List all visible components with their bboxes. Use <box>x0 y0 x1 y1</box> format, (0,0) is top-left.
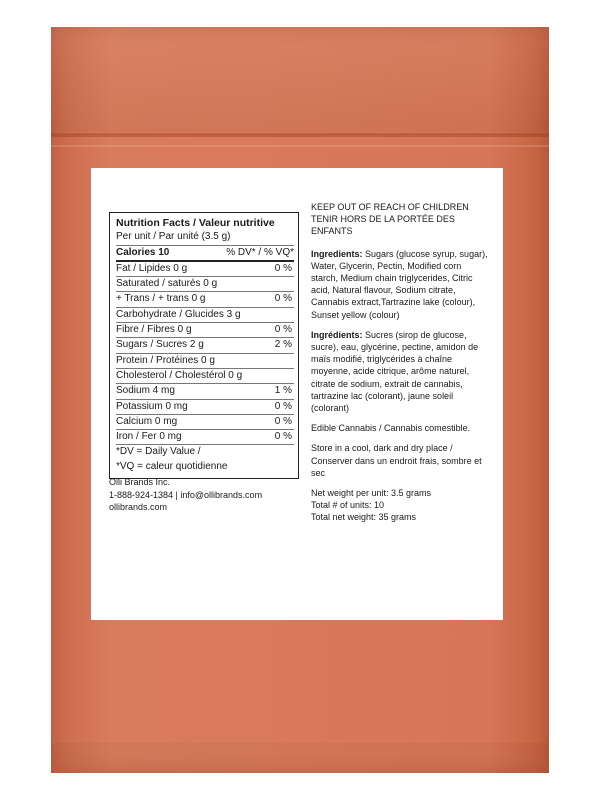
nutrient-row-fat: Fat / Lipides 0 g 0 % <box>116 260 294 276</box>
nutrient-row-fibre: Fibre / Fibres 0 g 0 % <box>116 322 294 337</box>
nutrient-row-sugars: Sugars / Sucres 2 g 2 % <box>116 337 294 352</box>
nutrient-row-potassium: Potassium 0 mg 0 % <box>116 399 294 414</box>
nutrient-row-iron: Iron / Fer 0 mg 0 % <box>116 429 294 444</box>
company-website: ollibrands.com <box>109 502 168 512</box>
dv-header: % DV* / % VQ* <box>226 246 294 258</box>
nutrient-row-calcium: Calcium 0 mg 0 % <box>116 414 294 429</box>
edible-cannabis-statement: Edible Cannabis / Cannabis comestible. <box>311 423 471 434</box>
ingredients-fr-label: Ingrédients: <box>311 329 363 340</box>
pouch-zipper <box>51 133 549 137</box>
nutrient-row-sodium: Sodium 4 mg 1 % <box>116 383 294 398</box>
nutrient-row-saturated: Saturated / saturés 0 g <box>116 276 294 291</box>
ingredients-en <box>311 248 489 321</box>
nutrition-title: Nutrition Facts / Valeur nutritive <box>116 217 275 229</box>
nutrient-row-carbohydrate: Carbohydrate / Glucides 3 g <box>116 307 294 322</box>
weight-info <box>311 487 489 524</box>
company-info <box>109 476 262 514</box>
ingredients-en-label: Ingredients: <box>311 248 363 259</box>
ingredients-en-text: Sugars (glucose syrup, sugar), Water, Glycerin, Pectin, Modified corn starch, Medium chain triglycerides, Citric acid, Natural flavour, Sodium citrate, Cannabis extract,Tartrazine lake (colour), Sunset yellow (colour) <box>311 248 488 320</box>
nutrient-row-protein: Protein / Protéines 0 g <box>116 353 294 368</box>
pouch-bottom-seal <box>51 743 549 773</box>
nutrient-row-trans: + Trans / + trans 0 g 0 % <box>116 291 294 306</box>
nutrition-footnote: *DV = Daily Value / *VQ = caleur quotidienne <box>116 444 294 474</box>
pouch-top-seal <box>51 27 549 132</box>
total-units: Total # of units: 10 <box>311 500 385 511</box>
total-weight: Total net weight: 35 grams <box>311 512 417 523</box>
storage-instructions: Store in a cool, dark and dry place / Conserver dans un endroit frais, sombre et sec <box>311 443 482 478</box>
ingredients-fr <box>311 329 489 414</box>
warning-en: KEEP OUT OF REACH OF CHILDREN <box>311 202 469 212</box>
nutrient-row-cholesterol: Cholesterol / Cholestérol 0 g <box>116 368 294 383</box>
serving-size: Per unit / Par unité (3.5 g) <box>116 231 231 243</box>
calories-row: Calories 10 % DV* / % VQ* <box>116 245 294 260</box>
ingredients-fr-text: Sucres (sirop de glucose, sucre), eau, glycérine, pectine, amidon de maïs modifié, triglycérides à chaîne moyenne, acide citrique, arôme naturel, citrate de sodium, extrait de cannabis, tartrazine lac (colorant), jaune soleil (colorant) <box>311 329 479 414</box>
pouch-zipper-highlight <box>51 145 549 147</box>
company-name: Olli Brands Inc. <box>109 477 171 487</box>
nutrition-facts-table <box>109 212 299 479</box>
product-info-column <box>311 201 489 532</box>
back-label <box>91 168 503 620</box>
net-weight-unit: Net weight per unit: 3.5 grams <box>311 488 432 499</box>
warning-fr: TENIR HORS DE LA PORTÉE DES ENFANTS <box>311 214 455 237</box>
company-contact: 1-888-924-1384 | info@ollibrands.com <box>109 489 263 500</box>
child-warning <box>311 201 489 238</box>
